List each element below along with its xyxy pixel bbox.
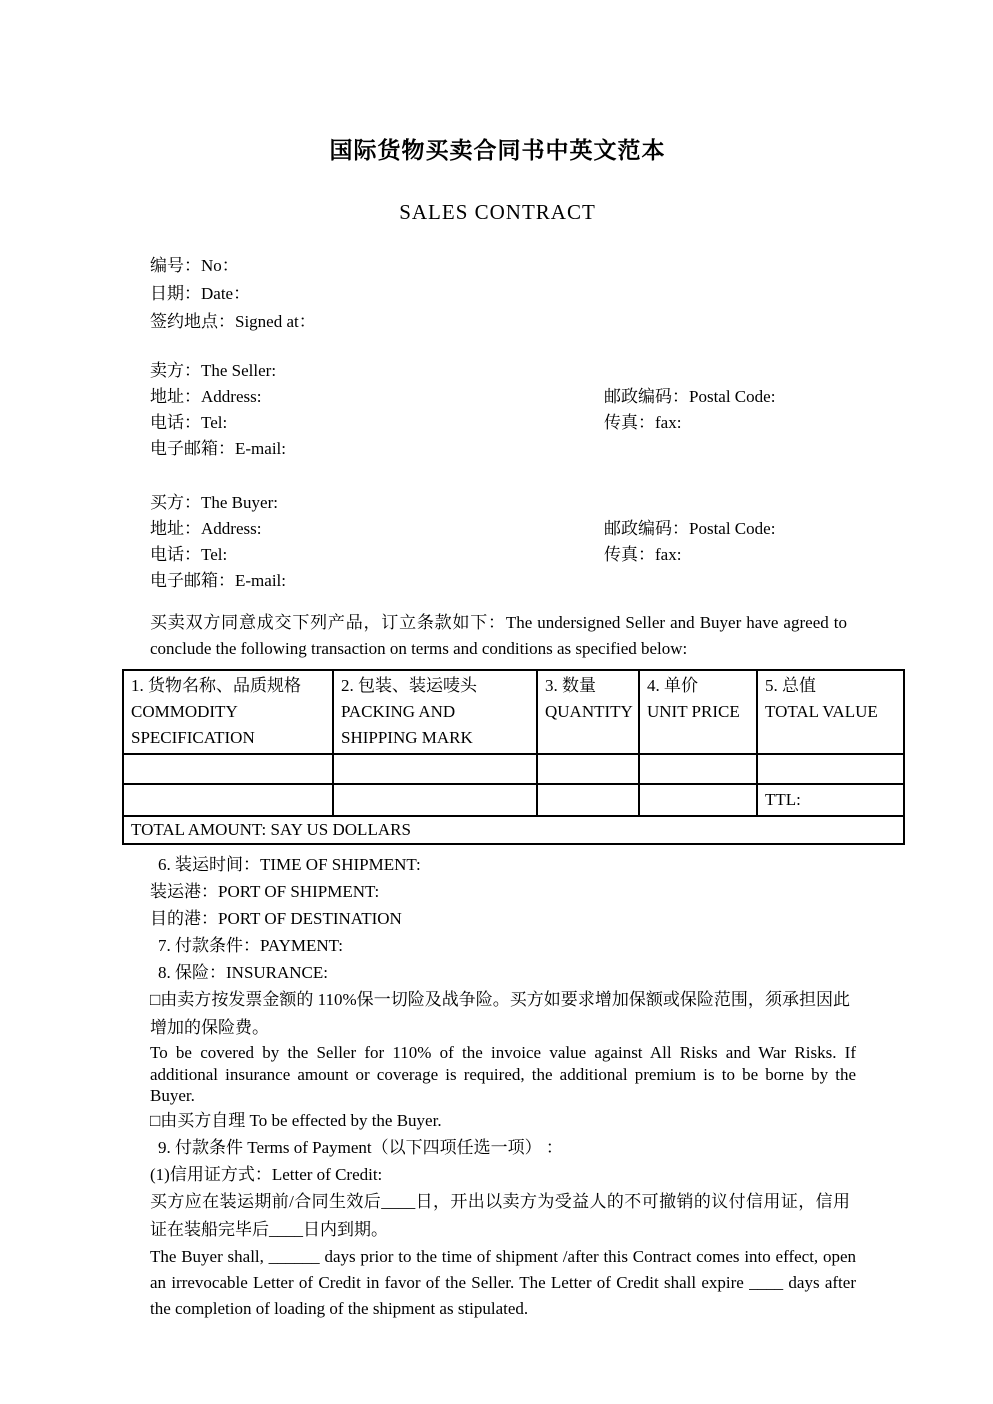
- buyer-postal-line: 邮政编码：Postal Code:: [604, 519, 776, 538]
- goods-table-total-row: [123, 816, 904, 844]
- contract-meta-block: [150, 252, 845, 336]
- goods-header-packing: [333, 670, 537, 754]
- buyer-party-line: 买方：The Buyer:: [150, 493, 278, 512]
- goods-cell: [537, 784, 639, 816]
- meta-date-line: 日期：Date：: [150, 284, 251, 303]
- goods-header-quantity-en: QUANTITY: [545, 702, 633, 721]
- goods-header-commodity-en: COMMODITY SPECIFICATION: [131, 702, 255, 747]
- buyer-section: [150, 490, 845, 594]
- goods-cell: [333, 754, 537, 784]
- goods-header-quantity: [537, 670, 639, 754]
- contract-clauses: [150, 851, 856, 1322]
- meta-signed-at-line: 签约地点：Signed at：: [150, 312, 316, 331]
- insurance-option-buyer-text: 由买方自理 To be effected by the Buyer.: [160, 1110, 442, 1130]
- clause-port-of-shipment: 装运港：PORT OF SHIPMENT:: [150, 882, 380, 901]
- clause-payment: 7. 付款条件：PAYMENT:: [158, 936, 343, 955]
- clause-insurance: 8. 保险：INSURANCE:: [158, 963, 329, 982]
- clause-port-of-destination: 目的港：PORT OF DESTINATION: [150, 909, 402, 928]
- goods-cell: [537, 754, 639, 784]
- goods-header-total-value: [757, 670, 904, 754]
- goods-table-row: [123, 784, 904, 816]
- letter-of-credit-paragraph-zh: 买方应在装运期前/合同生效后____日，开出以卖方为受益人的不可撤销的议付信用证，信用证在装船完毕后____日内到期。: [150, 1191, 850, 1239]
- goods-table: [122, 669, 905, 845]
- goods-table-header-row: [123, 670, 904, 754]
- goods-cell: [333, 784, 537, 816]
- insurance-seller-checkbox[interactable]: □: [150, 990, 161, 1009]
- buyer-address-line: 地址：Address:: [150, 519, 262, 538]
- goods-cell: [639, 784, 757, 816]
- goods-cell: [123, 754, 333, 784]
- meta-no-line: 编号：No：: [150, 256, 239, 275]
- insurance-option-seller-zh-text: 由卖方按发票金额的 110%保一切险及战争险。买方如要求增加保额或保险范围，须承担因此增加的保险费。: [150, 990, 850, 1037]
- clause-letter-of-credit: (1)信用证方式：Letter of Credit:: [150, 1164, 383, 1184]
- goods-header-total-value-zh: 5. 总值: [765, 676, 816, 695]
- total-amount-cell: TOTAL AMOUNT: SAY US DOLLARS: [123, 816, 904, 844]
- seller-postal-line: 邮政编码：Postal Code:: [604, 387, 776, 406]
- insurance-option-buyer: [150, 1107, 845, 1134]
- insurance-buyer-checkbox[interactable]: □: [150, 1110, 161, 1130]
- goods-ttl-cell: TTL:: [757, 784, 904, 816]
- buyer-fax-line: 传真：fax:: [604, 545, 682, 564]
- seller-tel-line: 电话：Tel:: [150, 413, 228, 432]
- goods-cell: [639, 754, 757, 784]
- goods-cell: [123, 784, 333, 816]
- goods-cell: [757, 754, 904, 784]
- seller-fax-line: 传真：fax:: [604, 413, 682, 432]
- clause-shipment-time: 6. 装运时间：TIME OF SHIPMENT:: [158, 855, 421, 874]
- goods-header-total-value-en: TOTAL VALUE: [765, 702, 878, 721]
- seller-address-line: 地址：Address:: [150, 387, 262, 406]
- goods-header-commodity-zh: 1. 货物名称、品质规格: [131, 676, 301, 695]
- buyer-tel-line: 电话：Tel:: [150, 545, 228, 564]
- goods-header-packing-zh: 2. 包装、装运唛头: [341, 676, 477, 695]
- goods-header-unit-price-zh: 4. 单价: [647, 676, 698, 695]
- goods-header-quantity-zh: 3. 数量: [545, 676, 596, 695]
- seller-email-line: 电子邮箱：E-mail:: [150, 439, 286, 458]
- document-title: 国际货物买卖合同书中英文范本: [329, 138, 666, 163]
- goods-header-unit-price: [639, 670, 757, 754]
- letter-of-credit-paragraph-en: The Buyer shall, ______ days prior to the time of shipment /after this Contract comes into effect, open an irrevocable Letter of Credit in favor of the Seller. The Letter of Credit shall expire ____ days after the completion of loading of the shipment as stipulated.: [150, 1246, 856, 1318]
- insurance-option-seller-en: To be covered by the Seller for 110% of the invoice value against All Risks and War Risks. If additional insurance amount or coverage is required, the additional premium is to be borne by the Buyer.: [150, 1043, 856, 1105]
- agreement-paragraph: 买卖双方同意成交下列产品，订立条款如下：The undersigned Seller and Buyer have agreed to conclude the following transaction on terms and conditions as specified below:: [150, 613, 847, 658]
- seller-section: [150, 358, 845, 462]
- document-subtitle: SALES CONTRACT: [399, 200, 596, 224]
- buyer-email-line: 电子邮箱：E-mail:: [150, 571, 286, 590]
- insurance-option-seller-zh: [150, 986, 850, 1042]
- goods-table-row: [123, 754, 904, 784]
- clause-terms-of-payment: 9. 付款条件 Terms of Payment（以下四项任选一项） ：: [158, 1137, 563, 1157]
- seller-party-line: 卖方：The Seller:: [150, 361, 277, 380]
- goods-header-packing-en: PACKING AND SHIPPING MARK: [341, 702, 473, 747]
- goods-header-unit-price-en: UNIT PRICE: [647, 702, 740, 721]
- goods-header-commodity: [123, 670, 333, 754]
